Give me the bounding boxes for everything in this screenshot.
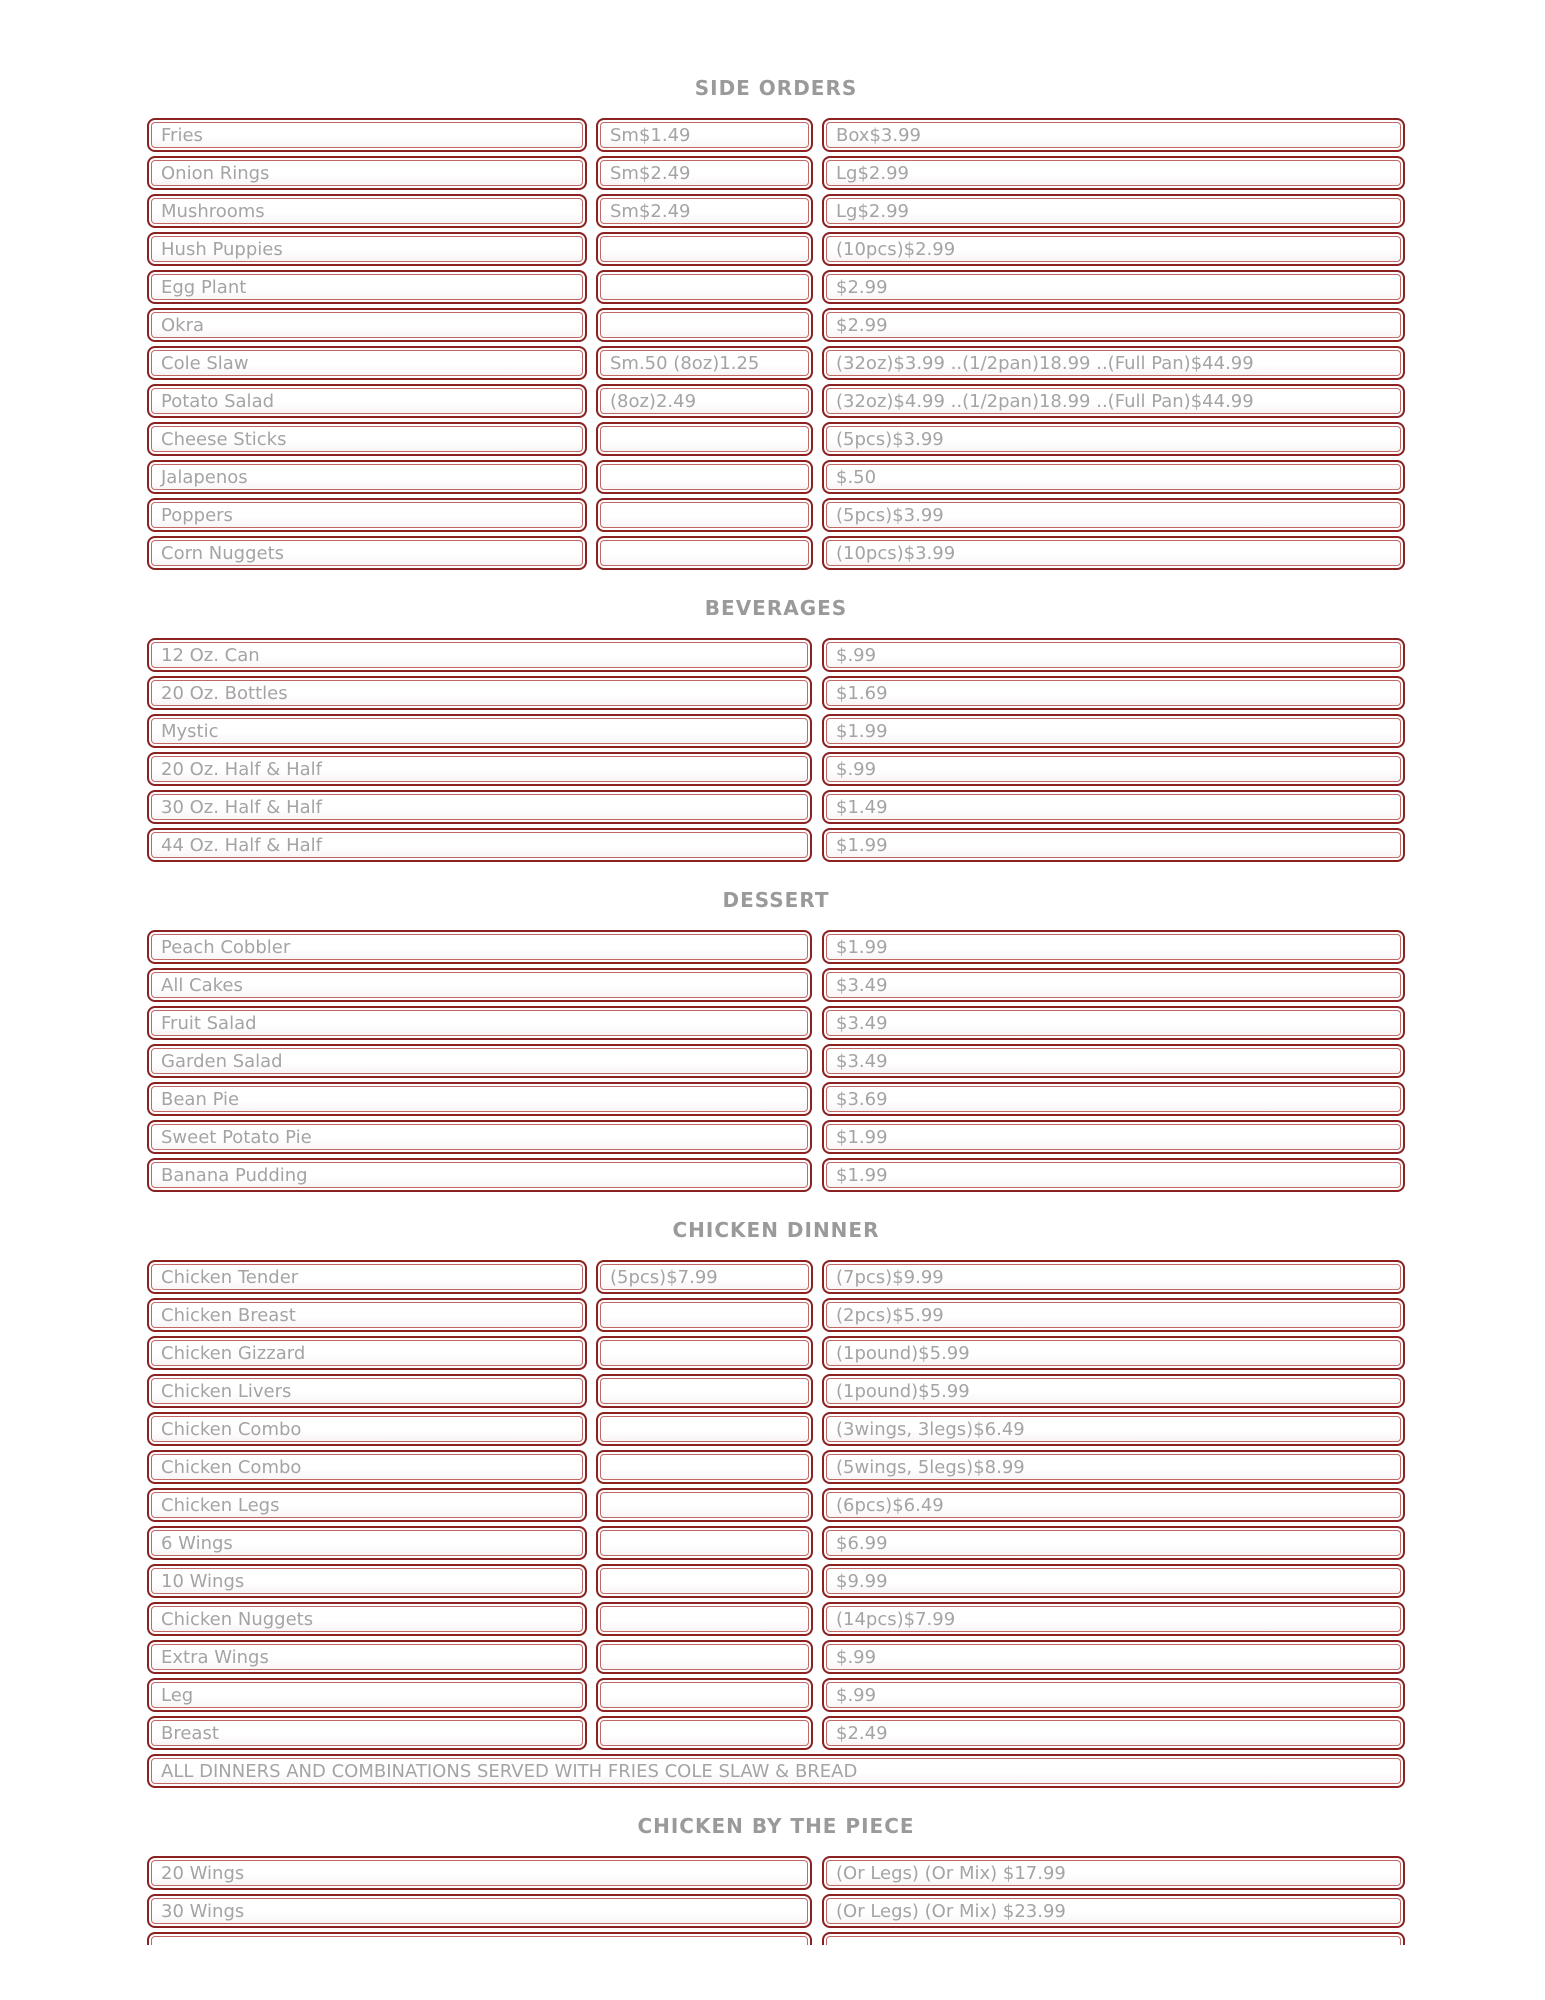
menu-row bbox=[147, 790, 1405, 824]
menu-row bbox=[147, 638, 1405, 672]
item-price-cell: (32oz)$3.99 ..(1/2pan)18.99 ..(Full Pan)$44.99 bbox=[822, 346, 1405, 380]
menu-row bbox=[147, 1336, 1405, 1370]
menu-row bbox=[147, 1158, 1405, 1192]
item-name-cell: Fruit Salad bbox=[147, 1006, 812, 1040]
item-size-cell: Sm$2.49 bbox=[596, 156, 813, 190]
item-name-cell: Chicken Combo bbox=[147, 1450, 587, 1484]
note-row bbox=[147, 1754, 1405, 1788]
item-price-cell: (1pound)$5.99 bbox=[822, 1336, 1405, 1370]
menu-row bbox=[147, 118, 1405, 152]
item-price-cell: (10pcs)$3.99 bbox=[822, 536, 1405, 570]
item-price-cell: (3wings, 3legs)$6.49 bbox=[822, 1412, 1405, 1446]
item-price-cell: (Or Legs) (Or Mix) $17.99 bbox=[822, 1856, 1405, 1890]
item-size-cell bbox=[596, 422, 813, 456]
item-price-cell: (5wings, 5legs)$8.99 bbox=[822, 1450, 1405, 1484]
item-size-cell bbox=[596, 1374, 813, 1408]
item-price-cell: $3.49 bbox=[822, 1006, 1405, 1040]
item-name-cell: 20 Wings bbox=[147, 1856, 812, 1890]
item-size-cell bbox=[596, 1526, 813, 1560]
item-size-cell bbox=[596, 232, 813, 266]
item-size-cell: Sm$1.49 bbox=[596, 118, 813, 152]
menu-row bbox=[147, 1716, 1405, 1750]
menu-row bbox=[147, 1894, 1405, 1928]
item-size-cell bbox=[596, 1602, 813, 1636]
item-price-cell: (Or Legs) (Or Mix) $23.99 bbox=[822, 1894, 1405, 1928]
item-price-cell: $1.99 bbox=[822, 714, 1405, 748]
item-name-cell: Poppers bbox=[147, 498, 587, 532]
dinner-note-cell: ALL DINNERS AND COMBINATIONS SERVED WITH FRIES COLE SLAW & BREAD bbox=[147, 1754, 1405, 1788]
item-price-cell: $1.69 bbox=[822, 676, 1405, 710]
menu-row bbox=[147, 828, 1405, 862]
item-price-cell: (7pcs)$9.99 bbox=[822, 1260, 1405, 1294]
item-price-cell: $1.99 bbox=[822, 930, 1405, 964]
item-name-cell: Fries bbox=[147, 118, 587, 152]
item-size-cell bbox=[596, 1488, 813, 1522]
item-price-cell: (1pound)$5.99 bbox=[822, 1374, 1405, 1408]
item-name-cell: Chicken Tender bbox=[147, 1260, 587, 1294]
item-price-cell: (32oz)$4.99 ..(1/2pan)18.99 ..(Full Pan)$44.99 bbox=[822, 384, 1405, 418]
section-title: BEVERAGES bbox=[704, 596, 848, 620]
item-name-cell: Garden Salad bbox=[147, 1044, 812, 1078]
item-name-cell: Sweet Potato Pie bbox=[147, 1120, 812, 1154]
item-name-cell: 10 Wings bbox=[147, 1564, 587, 1598]
menu-row bbox=[147, 1450, 1405, 1484]
item-name-cell: Chicken Livers bbox=[147, 1374, 587, 1408]
menu-row bbox=[147, 384, 1405, 418]
item-name-cell bbox=[147, 1932, 812, 1945]
menu-row bbox=[147, 156, 1405, 190]
section-title: CHICKEN BY THE PIECE bbox=[637, 1814, 915, 1838]
item-price-cell: Lg$2.99 bbox=[822, 156, 1405, 190]
menu-row bbox=[147, 1412, 1405, 1446]
menu-row bbox=[147, 194, 1405, 228]
item-size-cell: Sm$2.49 bbox=[596, 194, 813, 228]
item-size-cell: (8oz)2.49 bbox=[596, 384, 813, 418]
section-title: CHICKEN DINNER bbox=[672, 1218, 880, 1242]
item-size-cell: Sm.50 (8oz)1.25 bbox=[596, 346, 813, 380]
menu-page bbox=[147, 0, 1405, 1945]
item-price-cell: Lg$2.99 bbox=[822, 194, 1405, 228]
menu-row bbox=[147, 346, 1405, 380]
item-price-cell: $.50 bbox=[822, 460, 1405, 494]
item-name-cell: 30 Wings bbox=[147, 1894, 812, 1928]
item-name-cell: Okra bbox=[147, 308, 587, 342]
item-size-cell bbox=[596, 1564, 813, 1598]
menu-row bbox=[147, 752, 1405, 786]
item-price-cell: (5pcs)$3.99 bbox=[822, 422, 1405, 456]
menu-row bbox=[147, 460, 1405, 494]
section-title: DESSERT bbox=[722, 888, 830, 912]
item-size-cell bbox=[596, 1412, 813, 1446]
item-name-cell: Hush Puppies bbox=[147, 232, 587, 266]
item-price-cell: $1.99 bbox=[822, 828, 1405, 862]
menu-row bbox=[147, 1082, 1405, 1116]
item-size-cell bbox=[596, 498, 813, 532]
item-price-cell: $2.99 bbox=[822, 270, 1405, 304]
item-price-cell: $6.99 bbox=[822, 1526, 1405, 1560]
menu-row bbox=[147, 308, 1405, 342]
item-name-cell: 44 Oz. Half & Half bbox=[147, 828, 812, 862]
item-name-cell: Potato Salad bbox=[147, 384, 587, 418]
item-name-cell: Onion Rings bbox=[147, 156, 587, 190]
item-size-cell bbox=[596, 536, 813, 570]
item-size-cell: (5pcs)$7.99 bbox=[596, 1260, 813, 1294]
item-name-cell: 12 Oz. Can bbox=[147, 638, 812, 672]
item-price-cell: $.99 bbox=[822, 752, 1405, 786]
item-price-cell: $.99 bbox=[822, 1678, 1405, 1712]
menu-row bbox=[147, 1564, 1405, 1598]
item-name-cell: Chicken Gizzard bbox=[147, 1336, 587, 1370]
menu-row bbox=[147, 498, 1405, 532]
menu-row bbox=[147, 714, 1405, 748]
item-name-cell: Jalapenos bbox=[147, 460, 587, 494]
item-name-cell: 6 Wings bbox=[147, 1526, 587, 1560]
item-name-cell: Corn Nuggets bbox=[147, 536, 587, 570]
item-size-cell bbox=[596, 1716, 813, 1750]
item-price-cell: $1.49 bbox=[822, 790, 1405, 824]
menu-section bbox=[147, 76, 1405, 570]
item-name-cell: 20 Oz. Bottles bbox=[147, 676, 812, 710]
item-size-cell bbox=[596, 1450, 813, 1484]
menu-row bbox=[147, 1856, 1405, 1890]
menu-row bbox=[147, 930, 1405, 964]
item-name-cell: Banana Pudding bbox=[147, 1158, 812, 1192]
item-price-cell: Box$3.99 bbox=[822, 118, 1405, 152]
menu-row bbox=[147, 270, 1405, 304]
menu-row bbox=[147, 1488, 1405, 1522]
section-title: SIDE ORDERS bbox=[694, 76, 858, 100]
menu-row bbox=[147, 1044, 1405, 1078]
menu-row bbox=[147, 1298, 1405, 1332]
item-size-cell bbox=[596, 1678, 813, 1712]
item-size-cell bbox=[596, 1336, 813, 1370]
item-price-cell: $3.69 bbox=[822, 1082, 1405, 1116]
item-price-cell: $.99 bbox=[822, 1640, 1405, 1674]
item-name-cell: Chicken Breast bbox=[147, 1298, 587, 1332]
item-name-cell: Mushrooms bbox=[147, 194, 587, 228]
menu-section bbox=[147, 888, 1405, 1192]
menu-row bbox=[147, 1932, 1405, 1945]
item-price-cell bbox=[822, 1932, 1405, 1945]
menu-row bbox=[147, 232, 1405, 266]
item-name-cell: Chicken Combo bbox=[147, 1412, 587, 1446]
item-price-cell: $3.49 bbox=[822, 968, 1405, 1002]
menu-row bbox=[147, 1120, 1405, 1154]
item-name-cell: Bean Pie bbox=[147, 1082, 812, 1116]
item-price-cell: (10pcs)$2.99 bbox=[822, 232, 1405, 266]
item-price-cell: (6pcs)$6.49 bbox=[822, 1488, 1405, 1522]
item-price-cell: (5pcs)$3.99 bbox=[822, 498, 1405, 532]
item-name-cell: All Cakes bbox=[147, 968, 812, 1002]
item-name-cell: 20 Oz. Half & Half bbox=[147, 752, 812, 786]
item-name-cell: Cole Slaw bbox=[147, 346, 587, 380]
menu-row bbox=[147, 536, 1405, 570]
menu-row bbox=[147, 1602, 1405, 1636]
item-name-cell: Chicken Nuggets bbox=[147, 1602, 587, 1636]
item-size-cell bbox=[596, 270, 813, 304]
item-price-cell: $2.49 bbox=[822, 1716, 1405, 1750]
menu-section bbox=[147, 1218, 1405, 1788]
item-price-cell: $1.99 bbox=[822, 1120, 1405, 1154]
menu-row bbox=[147, 1260, 1405, 1294]
menu-row bbox=[147, 968, 1405, 1002]
item-name-cell: Cheese Sticks bbox=[147, 422, 587, 456]
item-size-cell bbox=[596, 460, 813, 494]
item-price-cell: (14pcs)$7.99 bbox=[822, 1602, 1405, 1636]
item-name-cell: Mystic bbox=[147, 714, 812, 748]
menu-section bbox=[147, 596, 1405, 862]
menu-section bbox=[147, 1814, 1405, 1945]
menu-row bbox=[147, 1006, 1405, 1040]
item-size-cell bbox=[596, 308, 813, 342]
menu-row bbox=[147, 1640, 1405, 1674]
menu-row bbox=[147, 1678, 1405, 1712]
item-price-cell: (2pcs)$5.99 bbox=[822, 1298, 1405, 1332]
item-price-cell: $.99 bbox=[822, 638, 1405, 672]
item-name-cell: Chicken Legs bbox=[147, 1488, 587, 1522]
item-name-cell: Egg Plant bbox=[147, 270, 587, 304]
item-name-cell: Extra Wings bbox=[147, 1640, 587, 1674]
menu-row bbox=[147, 422, 1405, 456]
item-price-cell: $2.99 bbox=[822, 308, 1405, 342]
item-size-cell bbox=[596, 1640, 813, 1674]
item-name-cell: Leg bbox=[147, 1678, 587, 1712]
item-price-cell: $9.99 bbox=[822, 1564, 1405, 1598]
menu-row bbox=[147, 1526, 1405, 1560]
item-price-cell: $3.49 bbox=[822, 1044, 1405, 1078]
menu-row bbox=[147, 1374, 1405, 1408]
item-name-cell: Breast bbox=[147, 1716, 587, 1750]
item-name-cell: 30 Oz. Half & Half bbox=[147, 790, 812, 824]
item-name-cell: Peach Cobbler bbox=[147, 930, 812, 964]
menu-row bbox=[147, 676, 1405, 710]
item-size-cell bbox=[596, 1298, 813, 1332]
item-price-cell: $1.99 bbox=[822, 1158, 1405, 1192]
